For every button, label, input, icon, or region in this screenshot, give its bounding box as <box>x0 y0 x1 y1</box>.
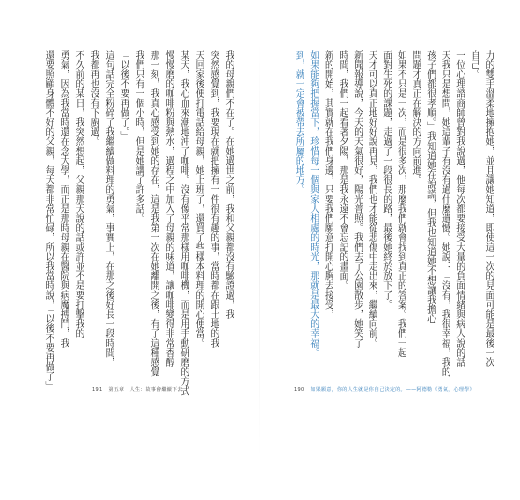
text-column: 我們只有一個小時，但是她講了許多話。 <box>133 50 144 223</box>
text-column: 還要照顧身體不好的父親，每天都非常忙碌，所以我當時說，「以後不要再做了」 <box>43 50 54 391</box>
right-page-running-title: 如果願意，你的人生就是你自己決定的。——阿德勒 <box>310 387 433 393</box>
text-column: 新聞報導說，今天的天氣很好，陽光普照。我們去了公園散步，她笑了 <box>351 50 363 348</box>
text-column: 時間，我們一起看著夕陽，那是我永遠不會忘記的畫面。 <box>337 50 348 291</box>
text-column: 到，就一定會被帶去所屬的地方。 <box>293 50 305 195</box>
text-column: 我的母親們不在了。在她過世之前，我和父親都沒有驗證過，我 <box>223 50 234 319</box>
text-column: 我都再也沒有下廚過。 <box>88 50 99 147</box>
text-column: 孩子們都很孝順。」我知道她在說謊，但我也知道她不想讓我擔心 <box>424 50 436 324</box>
left-page-running-title: 第五章 人生：故事會繼續下去 <box>108 387 183 393</box>
text-column: 自己。 <box>468 50 480 79</box>
text-column: 「以後不要再做了。」 <box>118 50 129 142</box>
text-column: 天才可以真正地好好說再見，我們也才能從悲傷中走出來，繼續向前。 <box>366 50 378 348</box>
right-page-running-title-suffix: 《勇氣，心理學》 <box>432 387 475 393</box>
text-column: 新的開始，其實就在我們身邊，只要我們願意打開心胸去接受， <box>322 50 334 319</box>
text-column: 天我只是想問，她這輩子有沒有過什麼遺憾。她說：「沒有，我很幸福，我的 <box>439 50 451 377</box>
left-page-number: 191 <box>92 387 103 393</box>
text-column: 突然感覺到，我要現在就把擁有一件很有趣的事，當時都在跟土地的我 <box>208 50 219 348</box>
text-column: 一位心理諮商師曾對我說過，他每次都要接受大量的負面情緒與病人說的話 <box>453 50 465 367</box>
text-column: 如果能夠把握當下，珍惜每一個與家人相處的時光，那就是最大的幸福。 <box>307 50 319 358</box>
right-page-number: 190 <box>294 387 305 393</box>
text-column: 力的雙手溫柔地擁抱她，並且讓她知道，即使這一次的見面可能是最後一次 <box>483 50 494 367</box>
text-column: 某天，我心血來潮地沖了咖啡。沒有像平常那樣用咖啡機，而是用手動研磨的方式 <box>178 50 189 396</box>
text-column: 不久前的某日，我突然想起，父親那天說的話或許並不是要打擊我的 <box>73 50 84 339</box>
text-column: 那一刻，我真心感受到她的存在，這是我第一次在她離開之後，有了這種感覺 <box>148 50 159 377</box>
text-column: 天回家後便打電話給母親，她上班了，還買了些樣本料理的開心便當。 <box>193 50 204 348</box>
text-column: 如果不只是一次，而是很多次，那麼我們就會找到真正的答案。我們一起 <box>395 50 407 358</box>
text-column: 面對生死的課題，走過了一段很長的路，最後她終於放下了。 <box>380 50 392 310</box>
text-column: 這句話完全粉碎了我繼續做料理的勇氣，事實上，在那之後好長一段時間， <box>103 50 114 367</box>
text-column: 勇氣，因為我當時還在念大學，而正是那時母親在醫院與病魔搏鬥，我 <box>58 50 69 348</box>
text-column: 慢慢磨的咖啡粉與熱水，過程之中加入了母親的味道，讓咖啡變得非常香醇 <box>163 50 174 367</box>
right-page <box>260 0 520 500</box>
text-column: 問題才真正在解決的方向前進。 <box>410 50 421 185</box>
